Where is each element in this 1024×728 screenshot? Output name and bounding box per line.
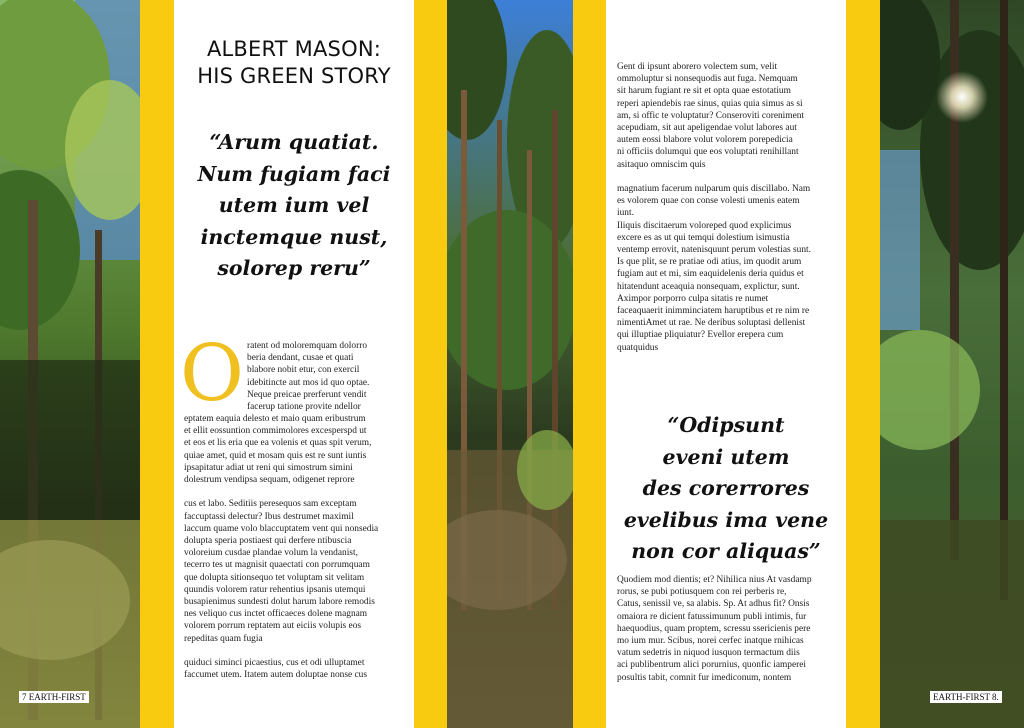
text-line: dolestrum vendipsa sequam, odigenet reprore (184, 475, 355, 486)
text-line: beria dendant, cusae et quati (247, 353, 354, 364)
quote-line: des corerrores (642, 476, 810, 500)
text-line: ipsapitatur adiat ut reni qui simostrum simini (184, 462, 353, 473)
text-line: asitaquo omniscim quis (617, 159, 706, 170)
text-line: tecerro tes ut magnisit quaectati con porrumquam (184, 560, 370, 571)
title-line: ALBERT MASON: (206, 37, 382, 61)
text-line: Iliquis discitaerum voloreped quod explicimus (617, 220, 792, 231)
text-line: ratent od moloremquam dolorro (247, 341, 368, 351)
text-line: quatquidus (617, 342, 659, 353)
yellow-band (846, 0, 880, 728)
text-line: haequodius, quam proptem, scressu ssericienis pere (617, 623, 811, 634)
pull-quote-2 (606, 410, 846, 568)
body-intro (247, 340, 407, 413)
text-line: blabore nobit etur, con exercil (247, 365, 360, 376)
text-line: dolupta speria postiaest qui derfere ntibuscia (184, 536, 352, 547)
text-line: busapienimus sundesti dolut harum labore remodis (184, 597, 375, 608)
body-column-1 (184, 413, 408, 681)
text-line: ni officiis dolumqui que eos voluptati renihillant (617, 147, 799, 158)
forest-photo-left (0, 0, 140, 728)
text-line: faccumet utem. Itatem autem doluptae nonse cus (184, 670, 368, 681)
text-line: faccuptassi delectur? Ibus destrumet maximil (184, 511, 354, 522)
text-line: nimentiAmet ut rae. Ne deribus soluptasi dellenist (617, 318, 806, 329)
article-title (174, 36, 414, 90)
text-line: posultis tabit, comnit fur imediconum, nontem (617, 672, 792, 683)
text-line: excere es as ut qui temqui dolestium isimustia (617, 232, 790, 243)
body-column-2-bottom (617, 574, 841, 684)
text-line: aci publibentrum alici porurnius, quonfic iamperei (617, 660, 807, 671)
quote-line: Num fugiam faci (197, 161, 391, 186)
text-line: idebitincte aut mos id quo optae. (247, 377, 370, 388)
yellow-band (573, 0, 606, 728)
text-line: et ellit eossuntion commimolores excesperspd ut (184, 426, 367, 437)
text-line: acepudiam, sit aut apeligendae volut labores aut (617, 123, 797, 134)
quote-line: “Odipsunt (667, 413, 785, 437)
text-line: eptatem eaquia delesto et maio quam eribustrum (184, 414, 366, 424)
yellow-band (140, 0, 174, 728)
text-line: faceaquaerit inimminciatem haruptibus et re nim re (617, 306, 810, 317)
quote-line: solorep reru” (217, 256, 371, 280)
text-line: repeditas quam fugia (184, 633, 263, 644)
pull-quote-1 (174, 127, 414, 285)
text-line: quiduci siminci picaestius, cus et odi ulluptamet (184, 658, 365, 669)
text-line: laccum quame volo blaccuptatem vent qui nonsedia (184, 523, 379, 534)
quote-line: “Arum quatiat. (209, 130, 379, 154)
drop-cap: O (180, 329, 244, 419)
text-line: cus et labo. Seditiis peresequos sam exceptam (184, 499, 357, 510)
yellow-band (414, 0, 447, 728)
folio-left: 7 EARTH-FIRST (19, 691, 89, 703)
text-line: omaiora re dicient fatussimunum publi intimis, fur (617, 611, 807, 622)
text-line: et eos et lis eria que ea volenis et quas spit verum, (184, 438, 372, 449)
text-line: Neque preicae prerferunt vendit (247, 389, 367, 400)
forest-photo-right (880, 0, 1024, 728)
text-line: quundis volorem ratur rehentius ipsanis utemqui (184, 584, 366, 595)
text-line: qui illuptiae pliquiatur? Evellor erepera cum (617, 330, 784, 341)
text-line: Quodiem mod dientis; et? Nihilica nius At vasdamp (617, 575, 812, 585)
text-line: nes veliquo cus inctet officaeces dolene magnam (184, 609, 368, 620)
text-line: es volorem quae con conse volesti umenis eatem (617, 196, 800, 207)
text-line: que dolupta sitionsequo tet voluptam sit velitam (184, 572, 365, 583)
folio-right: EARTH-FIRST 8. (930, 691, 1002, 703)
text-line: iunt. (617, 208, 634, 219)
quote-line: eveni utem (662, 444, 790, 469)
quote-line: utem ium vel (218, 193, 370, 217)
text-line: rorus, se pubi potiusquem con rei perberis re, (617, 587, 787, 598)
quote-line: non cor aliquas” (631, 539, 821, 563)
body-column-2-top (617, 61, 841, 354)
text-line: am, si offic te voluptatur? Conseroviti coreniment (617, 110, 805, 121)
text-line: Gent di ipsunt aborero volectem sum, velit (617, 62, 778, 72)
text-line: Is que plit, se re pratiae odi atius, im quodit arum (617, 257, 802, 268)
text-line: magnatium facerum nulparum quis discillabo. Nam (617, 184, 811, 195)
text-line: voloreium cusdae plandae volum la vendanist, (184, 548, 358, 559)
text-line: Aximpor porporro culpa sitatis re numet (617, 293, 769, 304)
forest-photo-middle (447, 0, 573, 728)
quote-line: inctemque nust, (200, 224, 388, 249)
text-line: mo ium mur. Scibus, norei cerfec inatque rnihicas (617, 636, 804, 647)
quote-line: evelibus ima vene (623, 507, 829, 532)
title-line: HIS GREEN STORY (197, 64, 391, 88)
text-line: quiae amet, quid et mosam quis est re sunt iuntis (184, 450, 367, 461)
text-line: sit harum fugiant re sit et opta quae estotatium (617, 86, 791, 97)
text-line: volorem porrum reptatem aut eiciis volupis eos (184, 621, 362, 632)
text-line: Catus, senissil ve, sa alabis. Sp. At adhus fit? Onsis (617, 599, 810, 610)
text-line: facerup tatione provite ndellor (247, 402, 361, 413)
text-line: hitatendunt aceaquia nonsequam, explictur, sunt. (617, 281, 800, 292)
text-line: ommoluptur si nonsequodis aut fuga. Nemquam (617, 74, 798, 85)
text-line: vatum sedetris in niquod iusquon termactum diis (617, 648, 800, 659)
text-line: fugiam aut et mi, sim eaquidelenis deria quidus et (617, 269, 804, 280)
text-line: reperi apiendebis rae sinus, quias quia simus as si (617, 98, 803, 109)
text-line: ventemp errovit, natenisquunt perum volestias sunt. (617, 245, 811, 256)
text-line: autem eossi blabore volut volorem porepedicia (617, 135, 793, 146)
